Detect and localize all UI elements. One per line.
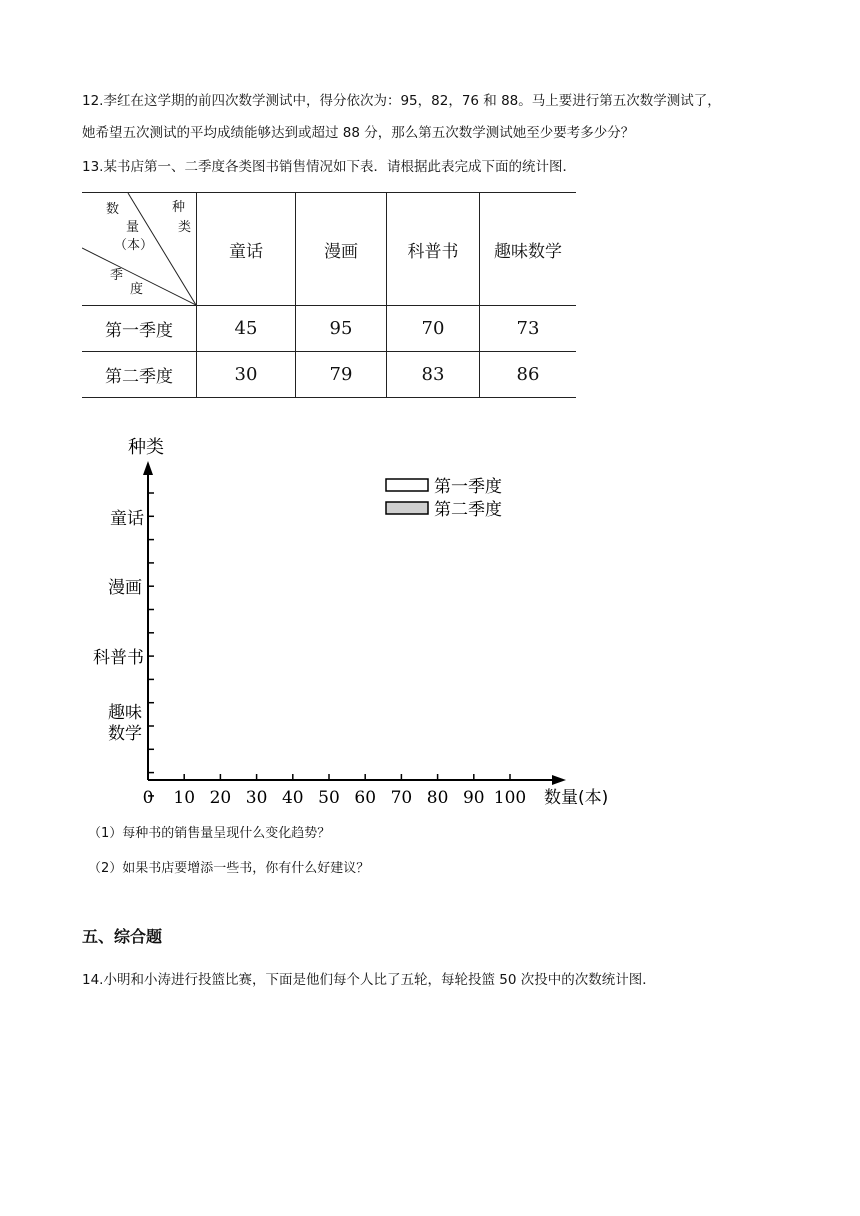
legend-swatch-q1 <box>386 479 428 491</box>
corner-zhong: 种 <box>172 200 186 215</box>
x-tick-label: 50 <box>318 788 340 808</box>
row-label-q2: 第二季度 <box>82 352 197 398</box>
y-axis-arrow <box>143 461 153 475</box>
table-corner-cell <box>82 193 197 306</box>
x-tick-label: 10 <box>173 788 196 808</box>
cell-value: 70 <box>387 306 480 352</box>
y-axis-title: 种类 <box>128 437 164 458</box>
x-tick-label: 30 <box>245 788 268 808</box>
question-12-line-1: 12.李红在这学期的前四次数学测试中，得分依次为：95，82，76 和 88。马上要进行第五次数学测试了， <box>82 93 721 109</box>
legend-label-q1: 第一季度 <box>434 477 502 497</box>
category-label-quwei-line1: 趣味 <box>108 703 142 723</box>
cell-value: 95 <box>296 306 387 352</box>
section-5-heading: 五、综合题 <box>82 927 163 946</box>
table-header-row <box>82 193 576 306</box>
cell-value: 86 <box>480 352 577 398</box>
cell-value: 73 <box>480 306 577 352</box>
category-label-quwei-line2: 数学 <box>108 724 142 744</box>
table-row <box>82 352 576 398</box>
category-label-kepu: 科普书 <box>93 648 144 668</box>
sub-question-2: （2）如果书店要增添一些书，你有什么好建议？ <box>88 861 370 876</box>
corner-shu: 数 <box>106 202 120 217</box>
table-row <box>82 306 576 352</box>
corner-liang: 量 <box>126 220 140 235</box>
blank-bar-chart <box>70 425 650 815</box>
category-label-tonghua: 童话 <box>110 509 144 529</box>
legend-label-q2: 第二季度 <box>434 500 502 520</box>
corner-lei: 类 <box>178 220 192 235</box>
sales-table <box>82 192 576 398</box>
x-axis-title: 数量(本) <box>544 788 609 808</box>
corner-du: 度 <box>130 282 144 297</box>
corner-ji: 季 <box>110 268 124 283</box>
x-tick-label: 40 <box>281 788 304 808</box>
x-axis-arrow <box>552 775 566 785</box>
header-quwei: 趣味数学 <box>480 193 577 306</box>
legend-swatch-q2 <box>386 502 428 514</box>
x-tick-label: 60 <box>354 788 377 808</box>
x-tick-label: 90 <box>462 788 485 808</box>
cell-value: 79 <box>296 352 387 398</box>
x-tick-label: 80 <box>426 788 449 808</box>
cell-value: 83 <box>387 352 480 398</box>
question-13-intro: 13.某书店第一、二季度各类图书销售情况如下表．请根据此表完成下面的统计图． <box>82 159 576 175</box>
x-tick-label: 100 <box>493 788 527 808</box>
row-label-q1: 第一季度 <box>82 306 197 352</box>
corner-ben: （本） <box>114 238 154 253</box>
question-14: 14.小明和小涛进行投篮比赛，下面是他们每个人比了五轮，每轮投篮 50 次投中的次数统计图． <box>82 972 656 988</box>
category-label-manhua: 漫画 <box>108 578 142 598</box>
header-manhua: 漫画 <box>296 193 387 306</box>
header-tonghua: 童话 <box>197 193 296 306</box>
x-tick-label: 0 <box>142 788 154 808</box>
question-12-line-2: 她希望五次测试的平均成绩能够达到或超过 88 分，那么第五次数学测试她至少要考多少分？ <box>82 125 635 141</box>
header-kepu: 科普书 <box>387 193 480 306</box>
cell-value: 45 <box>197 306 296 352</box>
cell-value: 30 <box>197 352 296 398</box>
x-tick-label: 70 <box>390 788 413 808</box>
x-tick-label: 20 <box>209 788 232 808</box>
sub-question-1: （1）每种书的销售量呈现什么变化趋势？ <box>88 826 331 841</box>
